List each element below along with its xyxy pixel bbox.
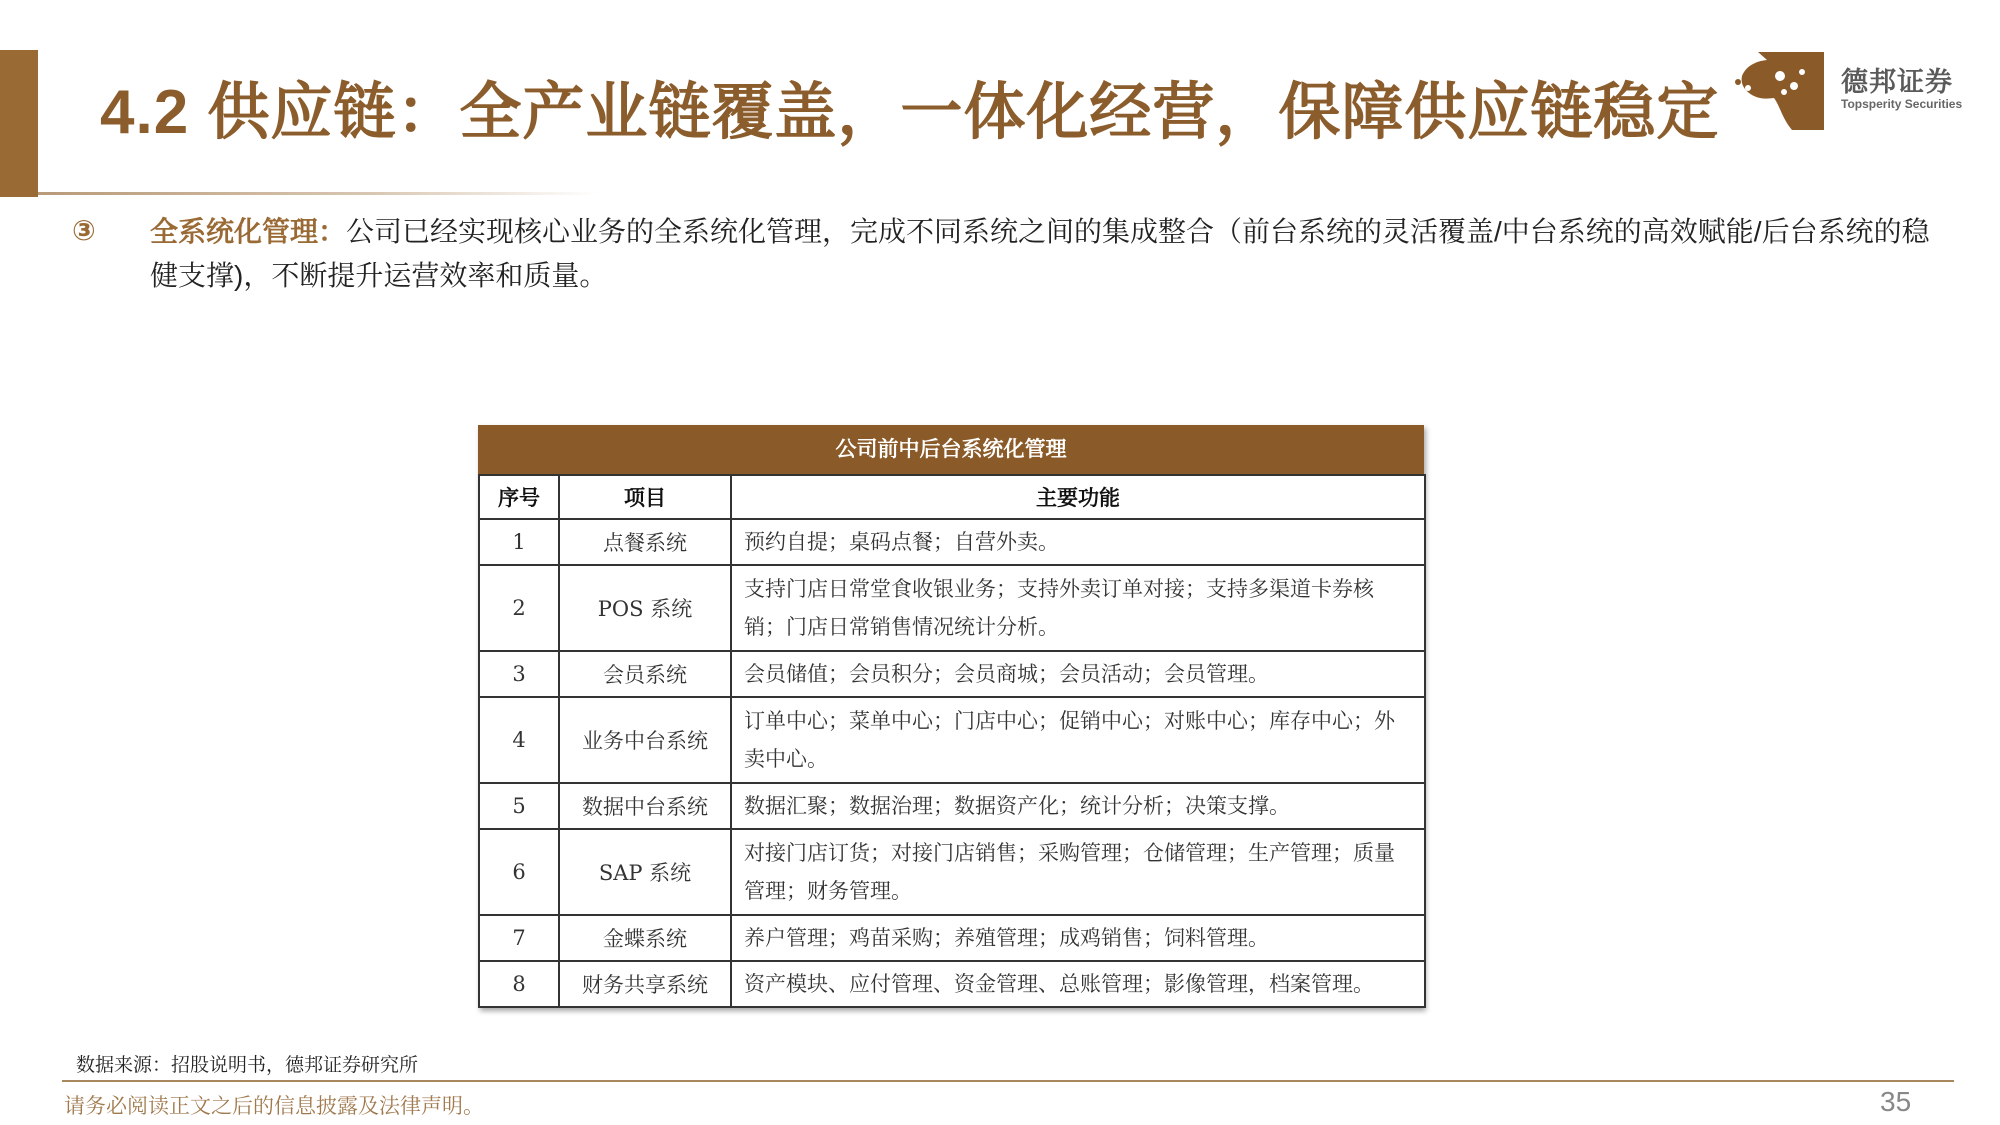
point-marker: ③ [72, 215, 96, 246]
row-function: 支持门店日常堂食收银业务；支持外卖订单对接；支持多渠道卡券核销；门店日常销售情况统计分析。 [731, 565, 1425, 651]
row-function: 资产模块、应付管理、资金管理、总账管理；影像管理，档案管理。 [731, 961, 1425, 1007]
row-item: 数据中台系统 [559, 783, 731, 829]
company-logo [1734, 52, 1964, 132]
row-item: SAP 系统 [559, 829, 731, 915]
row-no: 8 [479, 961, 559, 1007]
table-row [479, 651, 1425, 697]
table-row [479, 519, 1425, 565]
title-underline [38, 192, 598, 195]
point-paragraph [150, 210, 1940, 298]
header-item: 项目 [559, 475, 731, 519]
row-item: 点餐系统 [559, 519, 731, 565]
header-no: 序号 [479, 475, 559, 519]
table-row [479, 783, 1425, 829]
row-function: 数据汇聚；数据治理；数据资产化；统计分析；决策支撑。 [731, 783, 1425, 829]
row-item: POS 系统 [559, 565, 731, 651]
row-function: 养户管理；鸡苗采购；养殖管理；成鸡销售；饲料管理。 [731, 915, 1425, 961]
point-heading: 全系统化管理： [150, 216, 347, 247]
title-accent-bar [0, 50, 38, 197]
logo-name-en: Topsperity Securities [1841, 97, 1963, 111]
point-text: 公司已经实现核心业务的全系统化管理，完成不同系统之间的集成整合（前台系统的灵活覆盖/中台系统的高效赋能/后台系统的稳健支撑)，不断提升运营效率和质量。 [150, 216, 1930, 291]
table-row [479, 915, 1425, 961]
system-table [478, 425, 1424, 1008]
table-row [479, 697, 1425, 783]
table-row [479, 829, 1425, 915]
page-number: 35 [1880, 1086, 1912, 1117]
page-title: 4.2 供应链：全产业链覆盖，一体化经营，保障供应链稳定 [100, 78, 1720, 147]
row-function: 对接门店订货；对接门店销售；采购管理；仓储管理；生产管理；质量管理；财务管理。 [731, 829, 1425, 915]
header-function: 主要功能 [731, 475, 1425, 519]
data-source-note: 数据来源：招股说明书，德邦证券研究所 [76, 1055, 419, 1076]
table-row [479, 961, 1425, 1007]
row-function: 预约自提；桌码点餐；自营外卖。 [731, 519, 1425, 565]
row-no: 1 [479, 519, 559, 565]
row-no: 4 [479, 697, 559, 783]
legal-disclaimer: 请务必阅读正文之后的信息披露及法律声明。 [64, 1095, 484, 1118]
row-no: 6 [479, 829, 559, 915]
row-item: 业务中台系统 [559, 697, 731, 783]
row-no: 3 [479, 651, 559, 697]
table-grid [478, 474, 1426, 1008]
row-no: 5 [479, 783, 559, 829]
logo-name-cn: 德邦证券 [1841, 67, 1953, 97]
table-title: 公司前中后台系统化管理 [478, 425, 1424, 474]
table-row [479, 565, 1425, 651]
row-function: 订单中心；菜单中心；门店中心；促销中心；对账中心；库存中心；外卖中心。 [731, 697, 1425, 783]
row-item: 会员系统 [559, 651, 731, 697]
leopard-logo-icon [1734, 52, 1824, 130]
footer-divider [62, 1080, 1954, 1082]
table-header-row [479, 475, 1425, 519]
row-no: 7 [479, 915, 559, 961]
row-item: 金蝶系统 [559, 915, 731, 961]
row-item: 财务共享系统 [559, 961, 731, 1007]
row-function: 会员储值；会员积分；会员商城；会员活动；会员管理。 [731, 651, 1425, 697]
row-no: 2 [479, 565, 559, 651]
